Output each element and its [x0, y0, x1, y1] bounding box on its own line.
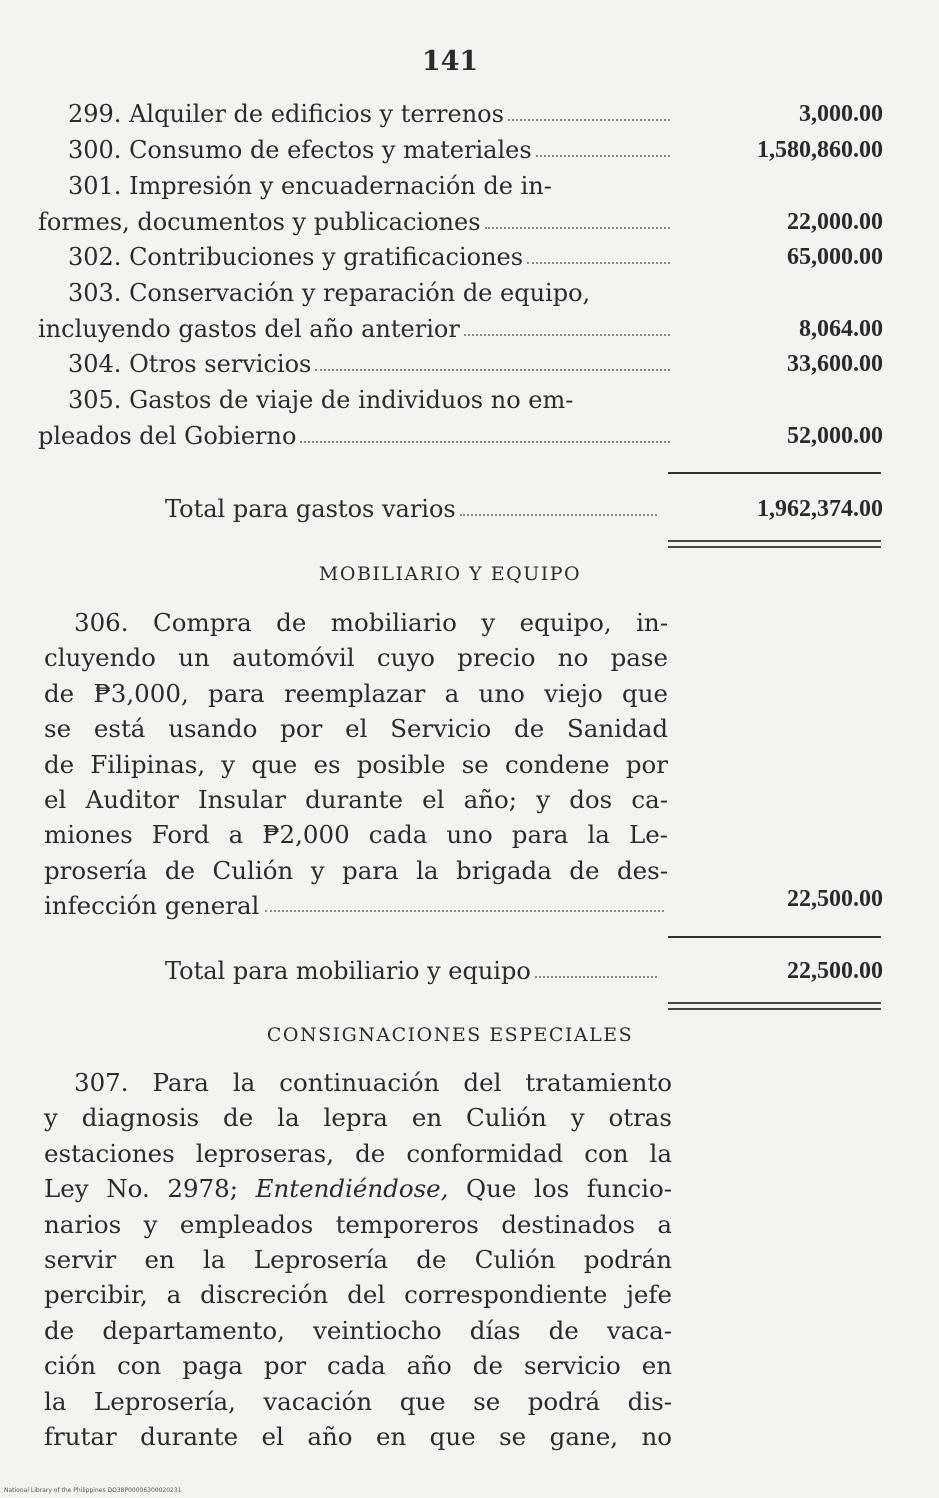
dot-leader	[535, 954, 657, 978]
scan-footer: National Library of the Philippines DO38P00006300020231	[4, 1487, 182, 1494]
budget-item-304	[38, 347, 883, 383]
paragraph-line: prosería de Culión y para la brigada de des-	[44, 855, 668, 885]
paragraph-line: ción con paga por cada año de servicio en	[44, 1351, 672, 1381]
section-heading-mobiliario: MOBILIARIO Y EQUIPO	[318, 563, 582, 585]
dot-leader	[460, 492, 657, 516]
budget-item-302	[38, 240, 883, 276]
item-text: 304. Otros servicios	[68, 350, 312, 378]
total-label: Total para mobiliario y equipo	[165, 957, 531, 985]
paragraph-line: narios y empleados temporeros destinados a	[44, 1209, 672, 1239]
budget-item-299	[38, 97, 883, 133]
paragraph-line: de Filipinas, y que es posible se condene por	[44, 749, 668, 779]
dot-leader	[315, 347, 670, 371]
dot-leader	[464, 312, 670, 336]
budget-item-306	[44, 605, 668, 924]
paragraph-line: cluyendo un automóvil cuyo precio no pase	[44, 643, 668, 673]
budget-item-300	[38, 133, 883, 169]
paragraph-line: miones Ford a ₱2,000 cada uno para la Le-	[44, 820, 668, 850]
item-amount: 8,064.00	[799, 315, 883, 342]
paragraph-line: frutar durante el año en que se gane, no	[44, 1422, 672, 1452]
item-text: 305. Gastos de viaje de individuos no em-	[68, 386, 574, 414]
item-amount: 22,500.00	[787, 885, 883, 912]
paragraph-line: la Leprosería, vacación que se podrá dis-	[44, 1386, 672, 1416]
paragraph-line: el Auditor Insular durante el año; y dos ca-	[44, 785, 668, 815]
item-text: 301. Impresión y encuadernación de in-	[68, 172, 552, 200]
item-amount: 1,580,860.00	[757, 137, 883, 163]
sum-rule	[668, 472, 881, 474]
page-number: 141	[421, 46, 479, 77]
total-double-rule	[668, 1002, 881, 1010]
total-label: Total para gastos varios	[165, 495, 456, 523]
budget-item-301	[38, 169, 883, 240]
item-amount: 22,000.00	[787, 208, 883, 235]
budget-item-307	[44, 1065, 672, 1454]
paragraph-line: 306. Compra de mobiliario y equipo, in-	[74, 608, 668, 637]
paragraph-line: servir en la Leprosería de Culión podrán	[44, 1245, 672, 1275]
section-heading-especiales: CONSIGNACIONES ESPECIALES	[266, 1024, 634, 1046]
paragraph-line: y diagnosis de la lepra en Culión y otras	[44, 1103, 672, 1133]
dot-leader	[536, 133, 670, 157]
budget-item-305	[38, 383, 883, 454]
total-amount: 1,962,374.00	[757, 496, 883, 522]
item-text: 300. Consumo de efectos y materiales	[68, 136, 532, 164]
paragraph-line: percibir, a discreción del correspondiente jefe	[44, 1280, 672, 1310]
dot-leader	[485, 205, 670, 229]
total-double-rule	[668, 540, 881, 548]
paragraph-line	[44, 1171, 672, 1206]
italic-term: Entendiéndose,	[255, 1174, 449, 1204]
dot-leader	[508, 97, 670, 121]
total-amount: 22,500.00	[787, 958, 883, 984]
paragraph-line: estaciones leproseras, de conformidad con la	[44, 1138, 672, 1168]
budget-item-303	[38, 276, 883, 347]
line-end: Que los funcio-	[448, 1174, 672, 1204]
item-text: 299. Alquiler de edificios y terrenos	[68, 100, 504, 128]
item-amount: 3,000.00	[799, 101, 883, 127]
sum-rule	[668, 936, 881, 938]
item-text: pleados del Gobierno	[38, 421, 297, 450]
item-text: incluyendo gastos del año anterior	[38, 314, 460, 343]
item-amount: 65,000.00	[787, 244, 883, 270]
item-306-amount-row	[38, 882, 883, 917]
dot-leader	[300, 419, 670, 443]
item-text: 302. Contribuciones y gratificaciones	[68, 243, 524, 271]
item-amount: 33,600.00	[787, 351, 883, 377]
paragraph-line: de departamento, veintiocho días de vaca-	[44, 1315, 672, 1345]
total-mobiliario	[165, 954, 883, 989]
paragraph-line: de ₱3,000, para reemplazar a uno viejo que	[44, 678, 668, 708]
item-text: 303. Conservación y reparación de equipo,	[68, 279, 591, 307]
item-text: infección general	[44, 891, 260, 921]
dot-leader	[527, 240, 670, 264]
paragraph-line: se está usando por el Servicio de Sanidad	[44, 714, 668, 744]
total-gastos-varios	[165, 492, 883, 527]
item-amount: 52,000.00	[787, 422, 883, 449]
line-start: Ley No. 2978;	[44, 1174, 256, 1204]
item-text: formes, documentos y publicaciones	[38, 207, 481, 236]
paragraph-line: 307. Para la continuación del tratamiento	[74, 1068, 672, 1097]
